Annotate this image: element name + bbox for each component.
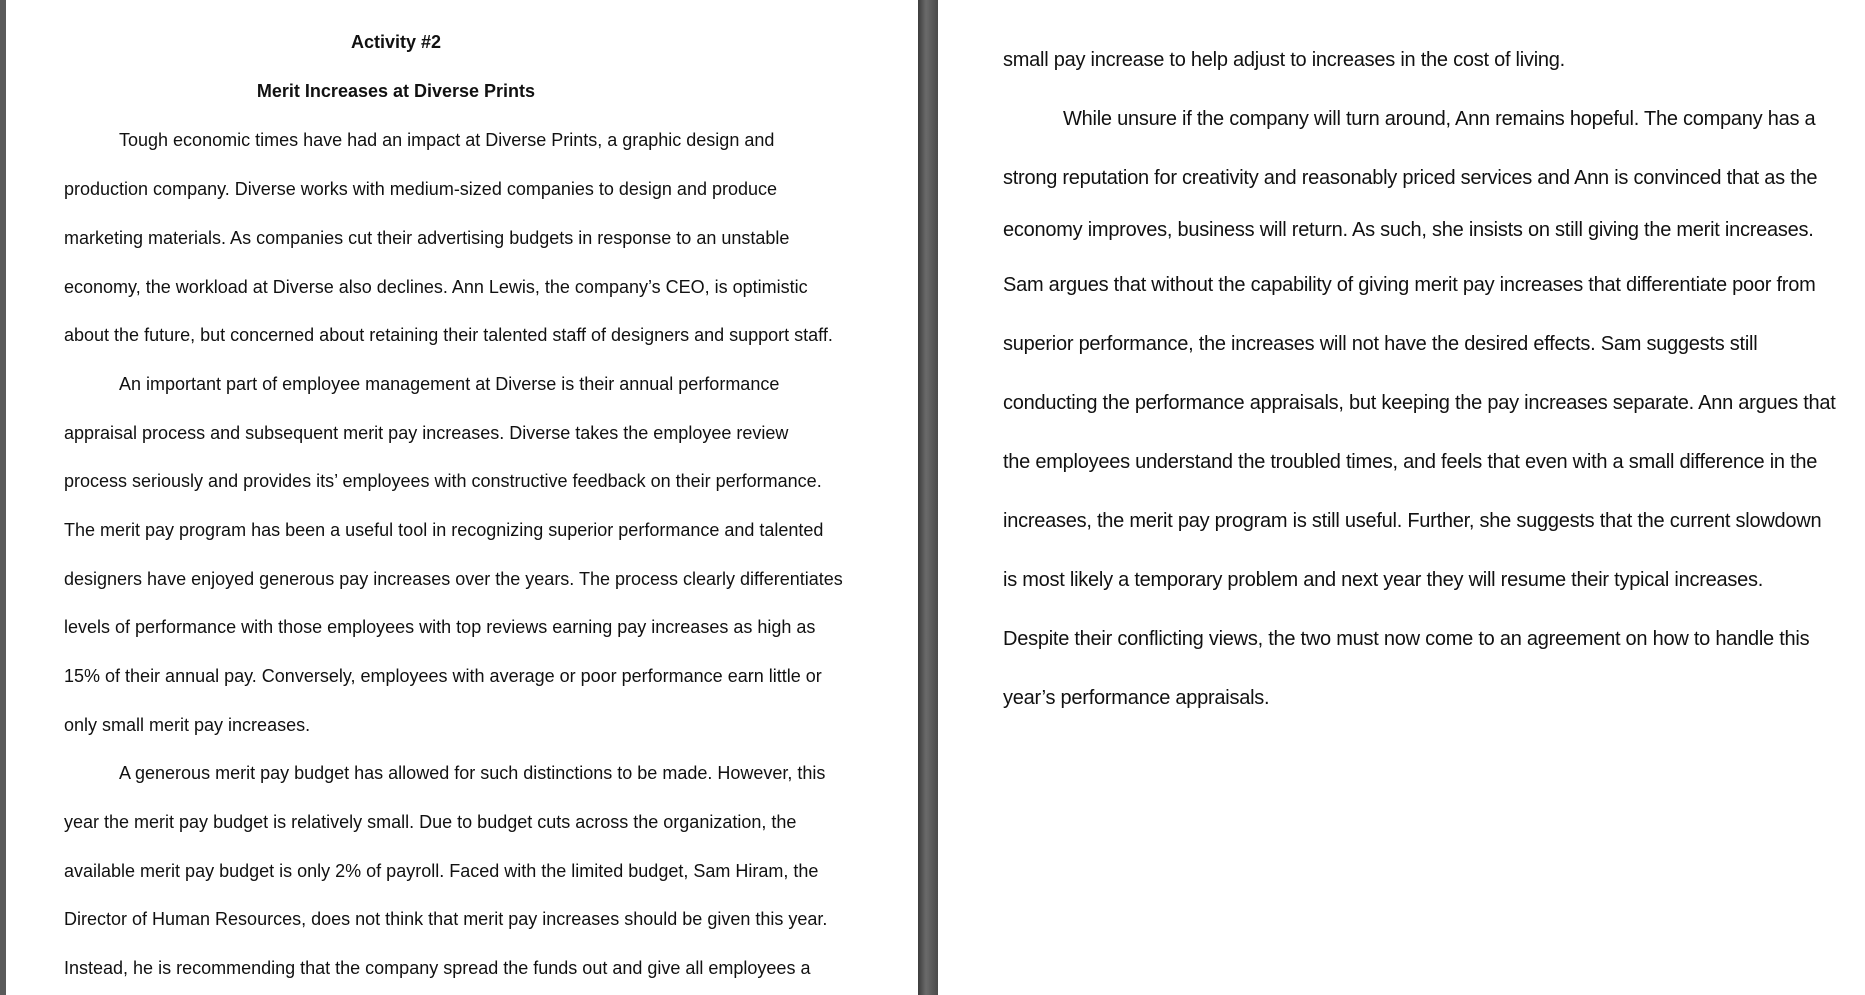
paragraph-line: While unsure if the company will turn around, Ann remains hopeful. The company has a [1063,108,1816,130]
document-subtitle: Merit Increases at Diverse Prints [256,81,536,101]
page-gutter [918,0,938,995]
paragraph-line: process seriously and provides its’ employees with constructive feedback on their performance. [64,471,822,491]
paragraph-line: Sam argues that without the capability of giving merit pay increases that differentiate poor from [1003,274,1816,296]
paragraph-line: is most likely a temporary problem and next year they will resume their typical increases. [1003,569,1764,591]
document-page-right [938,0,1865,995]
paragraph-line: strong reputation for creativity and reasonably priced services and Ann is convinced that as the [1003,167,1818,189]
paragraph-line: about the future, but concerned about retaining their talented staff of designers and support staff. [64,325,833,345]
document-page-left [6,0,918,995]
paragraph-line: the employees understand the troubled times, and feels that even with a small difference in the [1003,451,1818,473]
paragraph-line: Director of Human Resources, does not think that merit pay increases should be given this year. [64,909,828,929]
paragraph-line: levels of performance with those employees with top reviews earning pay increases as high as [64,617,816,637]
paragraph-line: Tough economic times have had an impact at Diverse Prints, a graphic design and [119,130,775,150]
paragraph-line: economy, the workload at Diverse also declines. Ann Lewis, the company’s CEO, is optimistic [64,277,808,297]
paragraph-line: marketing materials. As companies cut their advertising budgets in response to an unstable [64,228,790,248]
paragraph-line: The merit pay program has been a useful tool in recognizing superior performance and talented [64,520,824,540]
paragraph-line: available merit pay budget is only 2% of payroll. Faced with the limited budget, Sam Hiram, the [64,861,819,881]
paragraph-line: Despite their conflicting views, the two must now come to an agreement on how to handle this [1003,628,1810,650]
paragraph-line: 15% of their annual pay. Conversely, employees with average or poor performance earn little or [64,666,822,686]
paragraph-line: appraisal process and subsequent merit pay increases. Diverse takes the employee review [64,423,789,443]
paragraph-line: designers have enjoyed generous pay increases over the years. The process clearly differentiates [64,569,843,589]
paragraph-line: year the merit pay budget is relatively small. Due to budget cuts across the organization, the [64,812,797,832]
paragraph-line: A generous merit pay budget has allowed for such distinctions to be made. However, this [119,763,826,783]
paragraph-line: superior performance, the increases will not have the desired effects. Sam suggests still [1003,333,1758,355]
paragraph-line: year’s performance appraisals. [1003,687,1270,709]
document-title: Activity #2 [350,32,442,52]
paragraph-line: increases, the merit pay program is still useful. Further, she suggests that the current slowdown [1003,510,1822,532]
paragraph-line: An important part of employee management at Diverse is their annual performance [119,374,780,394]
paragraph-line: only small merit pay increases. [64,715,311,735]
paragraph-line: small pay increase to help adjust to increases in the cost of living. [1003,49,1565,71]
paragraph-line: production company. Diverse works with medium-sized companies to design and produce [64,179,778,199]
paragraph-line: Instead, he is recommending that the company spread the funds out and give all employees a [64,958,811,978]
paragraph-line: economy improves, business will return. As such, she insists on still giving the merit increases. [1003,219,1814,241]
paragraph-line: conducting the performance appraisals, but keeping the pay increases separate. Ann argues that [1003,392,1836,414]
